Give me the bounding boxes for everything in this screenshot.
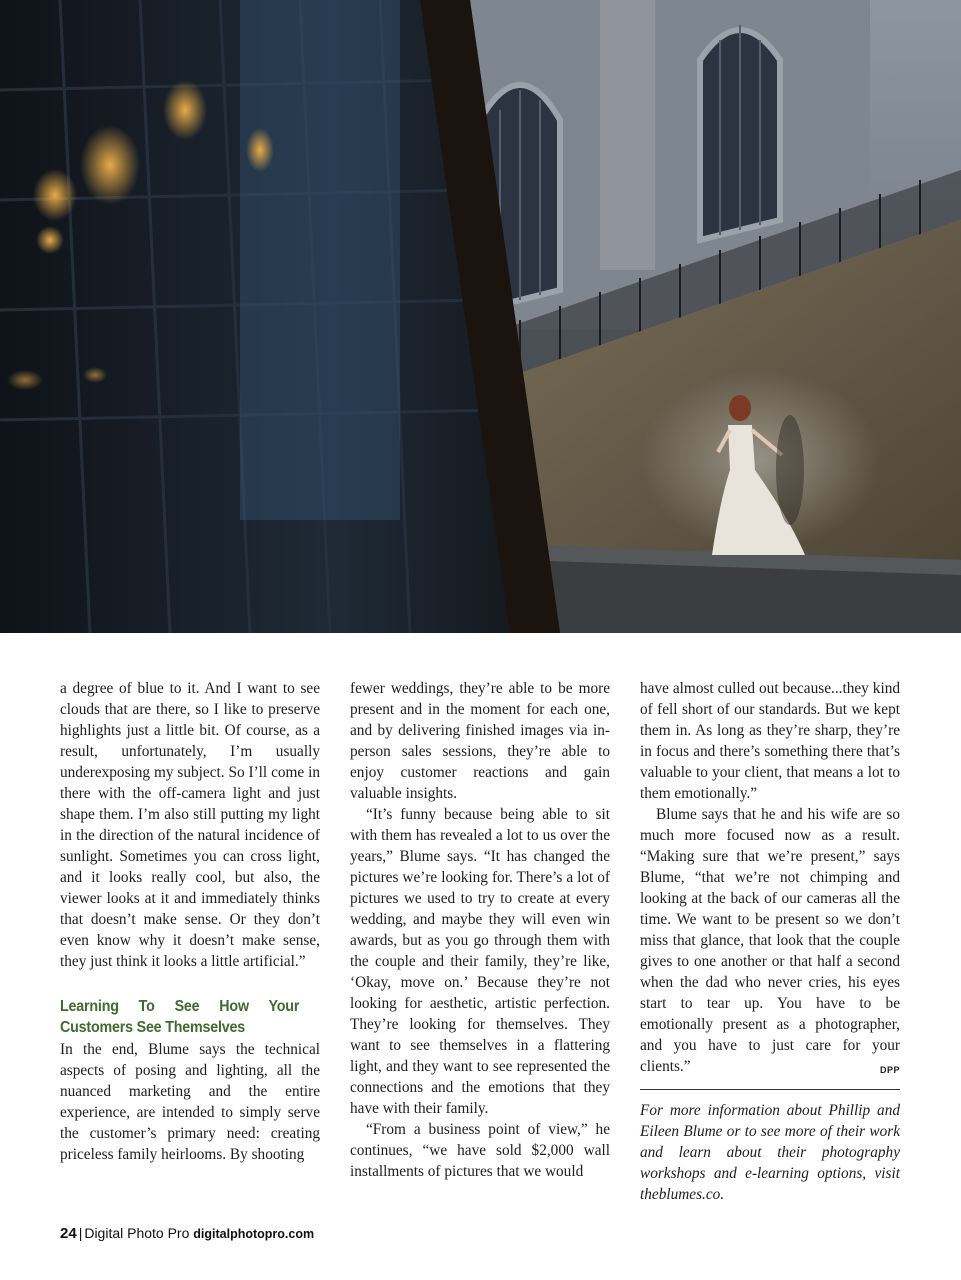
body-paragraph: In the end, Blume says the technical aspects of posing and lighting, all the nuanced marketing and the entire experience, are intended to simply serve the customer’s primary need: creating priceless family heirlooms. By shooting (60, 1041, 320, 1163)
body-paragraph-final (640, 804, 900, 1077)
page-number: 24 (60, 1225, 77, 1242)
body-paragraph: “From a business point of view,” he continues, “we have sold $2,000 wall installments of pictures that we would (350, 1121, 610, 1180)
text-column-2 (350, 678, 610, 1182)
wedding-photo-illustration (0, 0, 961, 633)
magazine-name: Digital Photo Pro (84, 1225, 190, 1241)
author-note: For more information about Phillip and Eileen Blume or to see more of their work and learn about their photography workshops and e-learning options, visit theblumes.co. (640, 1102, 900, 1203)
body-paragraph: have almost culled out because...they kind of fell short of our standards. But we kept them in. As long as they’re sharp, they’re in focus and there’s something there that’s valuable to your client, that means a lot to them emotionally.” (640, 680, 900, 802)
text-column-3 (640, 678, 900, 1205)
divider (640, 1089, 900, 1090)
footer-separator: | (78, 1225, 83, 1241)
website-link[interactable]: digitalphotopro.com (193, 1227, 315, 1241)
body-paragraph: fewer weddings, they’re able to be more present and in the moment for each one, and by delivering finished images via in-person sales sessions, they’re able to enjoy customer reactions and gain valuable insights. (350, 680, 610, 802)
section-subhead: Learning To See How Your Customers See Themselves (60, 998, 300, 1036)
end-mark: DPP (879, 1065, 900, 1075)
body-paragraph: “It’s funny because being able to sit with them has revealed a lot to us over the years,” Blume says. “It has changed the pictures we’re looking for. There’s a lot of pictures we used to try to create at every wedding, and maybe they will even win awards, but as you go through them with the couple and their family, they’re like, ‘Okay, move on.’ Because they’re not looking for aesthetic, artistic perfection. They’re looking for themselves. They want to see themselves in a flattering light, and they want to see represented the connections and the emotions that they have with their family. (350, 806, 610, 1117)
text-column-1 (60, 678, 320, 1165)
page-footer (60, 1225, 314, 1242)
body-paragraph: a degree of blue to it. And I want to see clouds that are there, so I like to preserve highlights just a little bit. Of course, as a result, unfortunately, I’m usually underexposing my subject. So I’ll come in there with the off-camera light and just shape them. I’m also still putting my light in the direction of the natural incidence of sunlight. Sometimes you can cross light, and it looks really cool, but also, the viewer looks at it and immediately thinks that doesn’t make sense. Or they don’t even know why it doesn’t make sense, they just think it looks a little artificial.” (60, 680, 320, 970)
body-paragraph-text: Blume says that he and his wife are so much more focused now as a result. “Making sure that we’re present,” says Blume, “that we’re not chimping and looking at the back of our cameras all the time. We want to be present so we don’t miss that glance, that look that the couple gives to one another or that half a second when the dad who never cries, his eyes start to tear up. You have to be emotionally present as a photographer, and you have to just care for your clients.” (640, 806, 900, 1075)
hero-photo (0, 0, 961, 633)
